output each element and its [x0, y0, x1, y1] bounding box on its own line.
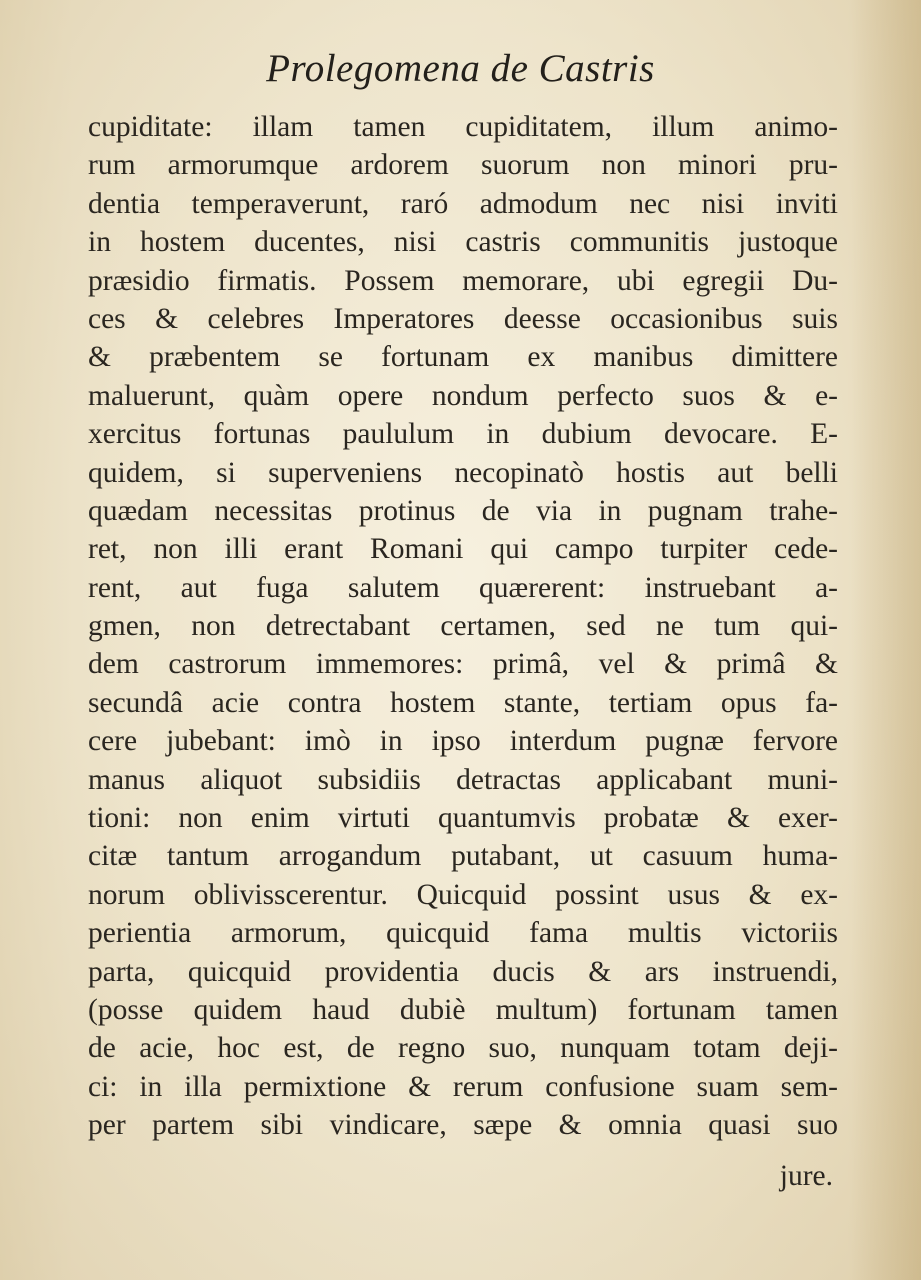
catchword: jure. — [779, 1160, 833, 1192]
text-line: rent, aut fuga salutem quærerent: instruebant a- — [88, 571, 838, 604]
text-line: ces & celebres Imperatores deesse occasionibus suis — [88, 302, 838, 335]
text-line: dentia temperaverunt, raró admodum nec nisi inviti — [88, 187, 838, 220]
text-line: ret, non illi erant Romani qui campo turpiter cede- — [88, 533, 838, 566]
text-line: cupiditate: illam tamen cupiditatem, illum animo- — [88, 111, 838, 143]
text-line: dem castrorum immemores: primâ, vel & primâ & — [88, 648, 838, 681]
text-line: manus aliquot subsidiis detractas applicabant muni- — [88, 763, 838, 796]
text-line: in hostem ducentes, nisi castris communitis justoque — [88, 226, 838, 259]
text-line: rum armorumque ardorem suorum non minori pru- — [88, 149, 838, 182]
text-line: de acie, hoc est, de regno suo, nunquam totam deji- — [88, 1032, 838, 1065]
text-line: per partem sibi vindicare, sæpe & omnia quasi suo — [88, 1109, 838, 1142]
text-line: citæ tantum arrogandum putabant, ut casuum huma- — [88, 840, 838, 873]
text-line: ci: in illa permixtione & rerum confusione suam sem- — [88, 1070, 838, 1103]
text-line: maluerunt, quàm opere nondum perfecto suos & e- — [88, 379, 838, 412]
text-line: parta, quicquid providentia ducis & ars instruendi, — [88, 955, 838, 988]
text-line: gmen, non detrectabant certamen, sed ne tum qui- — [88, 610, 838, 643]
text-line: norum oblivisscerentur. Quicquid possint usus & ex- — [88, 878, 838, 911]
text-line: xercitus fortunas paululum in dubium devocare. E- — [88, 418, 838, 451]
text-line: & præbentem se fortunam ex manibus dimittere — [88, 341, 838, 374]
text-line: quædam necessitas protinus de via in pugnam trahe- — [88, 494, 838, 527]
body-text — [88, 108, 838, 1145]
text-line: (posse quidem haud dubiè multum) fortunam tamen — [88, 993, 838, 1026]
running-head: Prolegomena de Castris — [266, 47, 655, 90]
text-line: perientia armorum, quicquid fama multis victoriis — [88, 917, 838, 950]
text-line: tioni: non enim virtuti quantumvis probatæ & exer- — [88, 802, 838, 835]
text-line: cere jubebant: imò in ipso interdum pugnæ fervore — [88, 725, 838, 758]
text-line: præsidio firmatis. Possem memorare, ubi egregii Du- — [88, 264, 838, 297]
text-line: quidem, si superveniens necopinatò hostis aut belli — [88, 456, 838, 489]
text-line: secundâ acie contra hostem stante, tertiam opus fa- — [88, 686, 838, 719]
